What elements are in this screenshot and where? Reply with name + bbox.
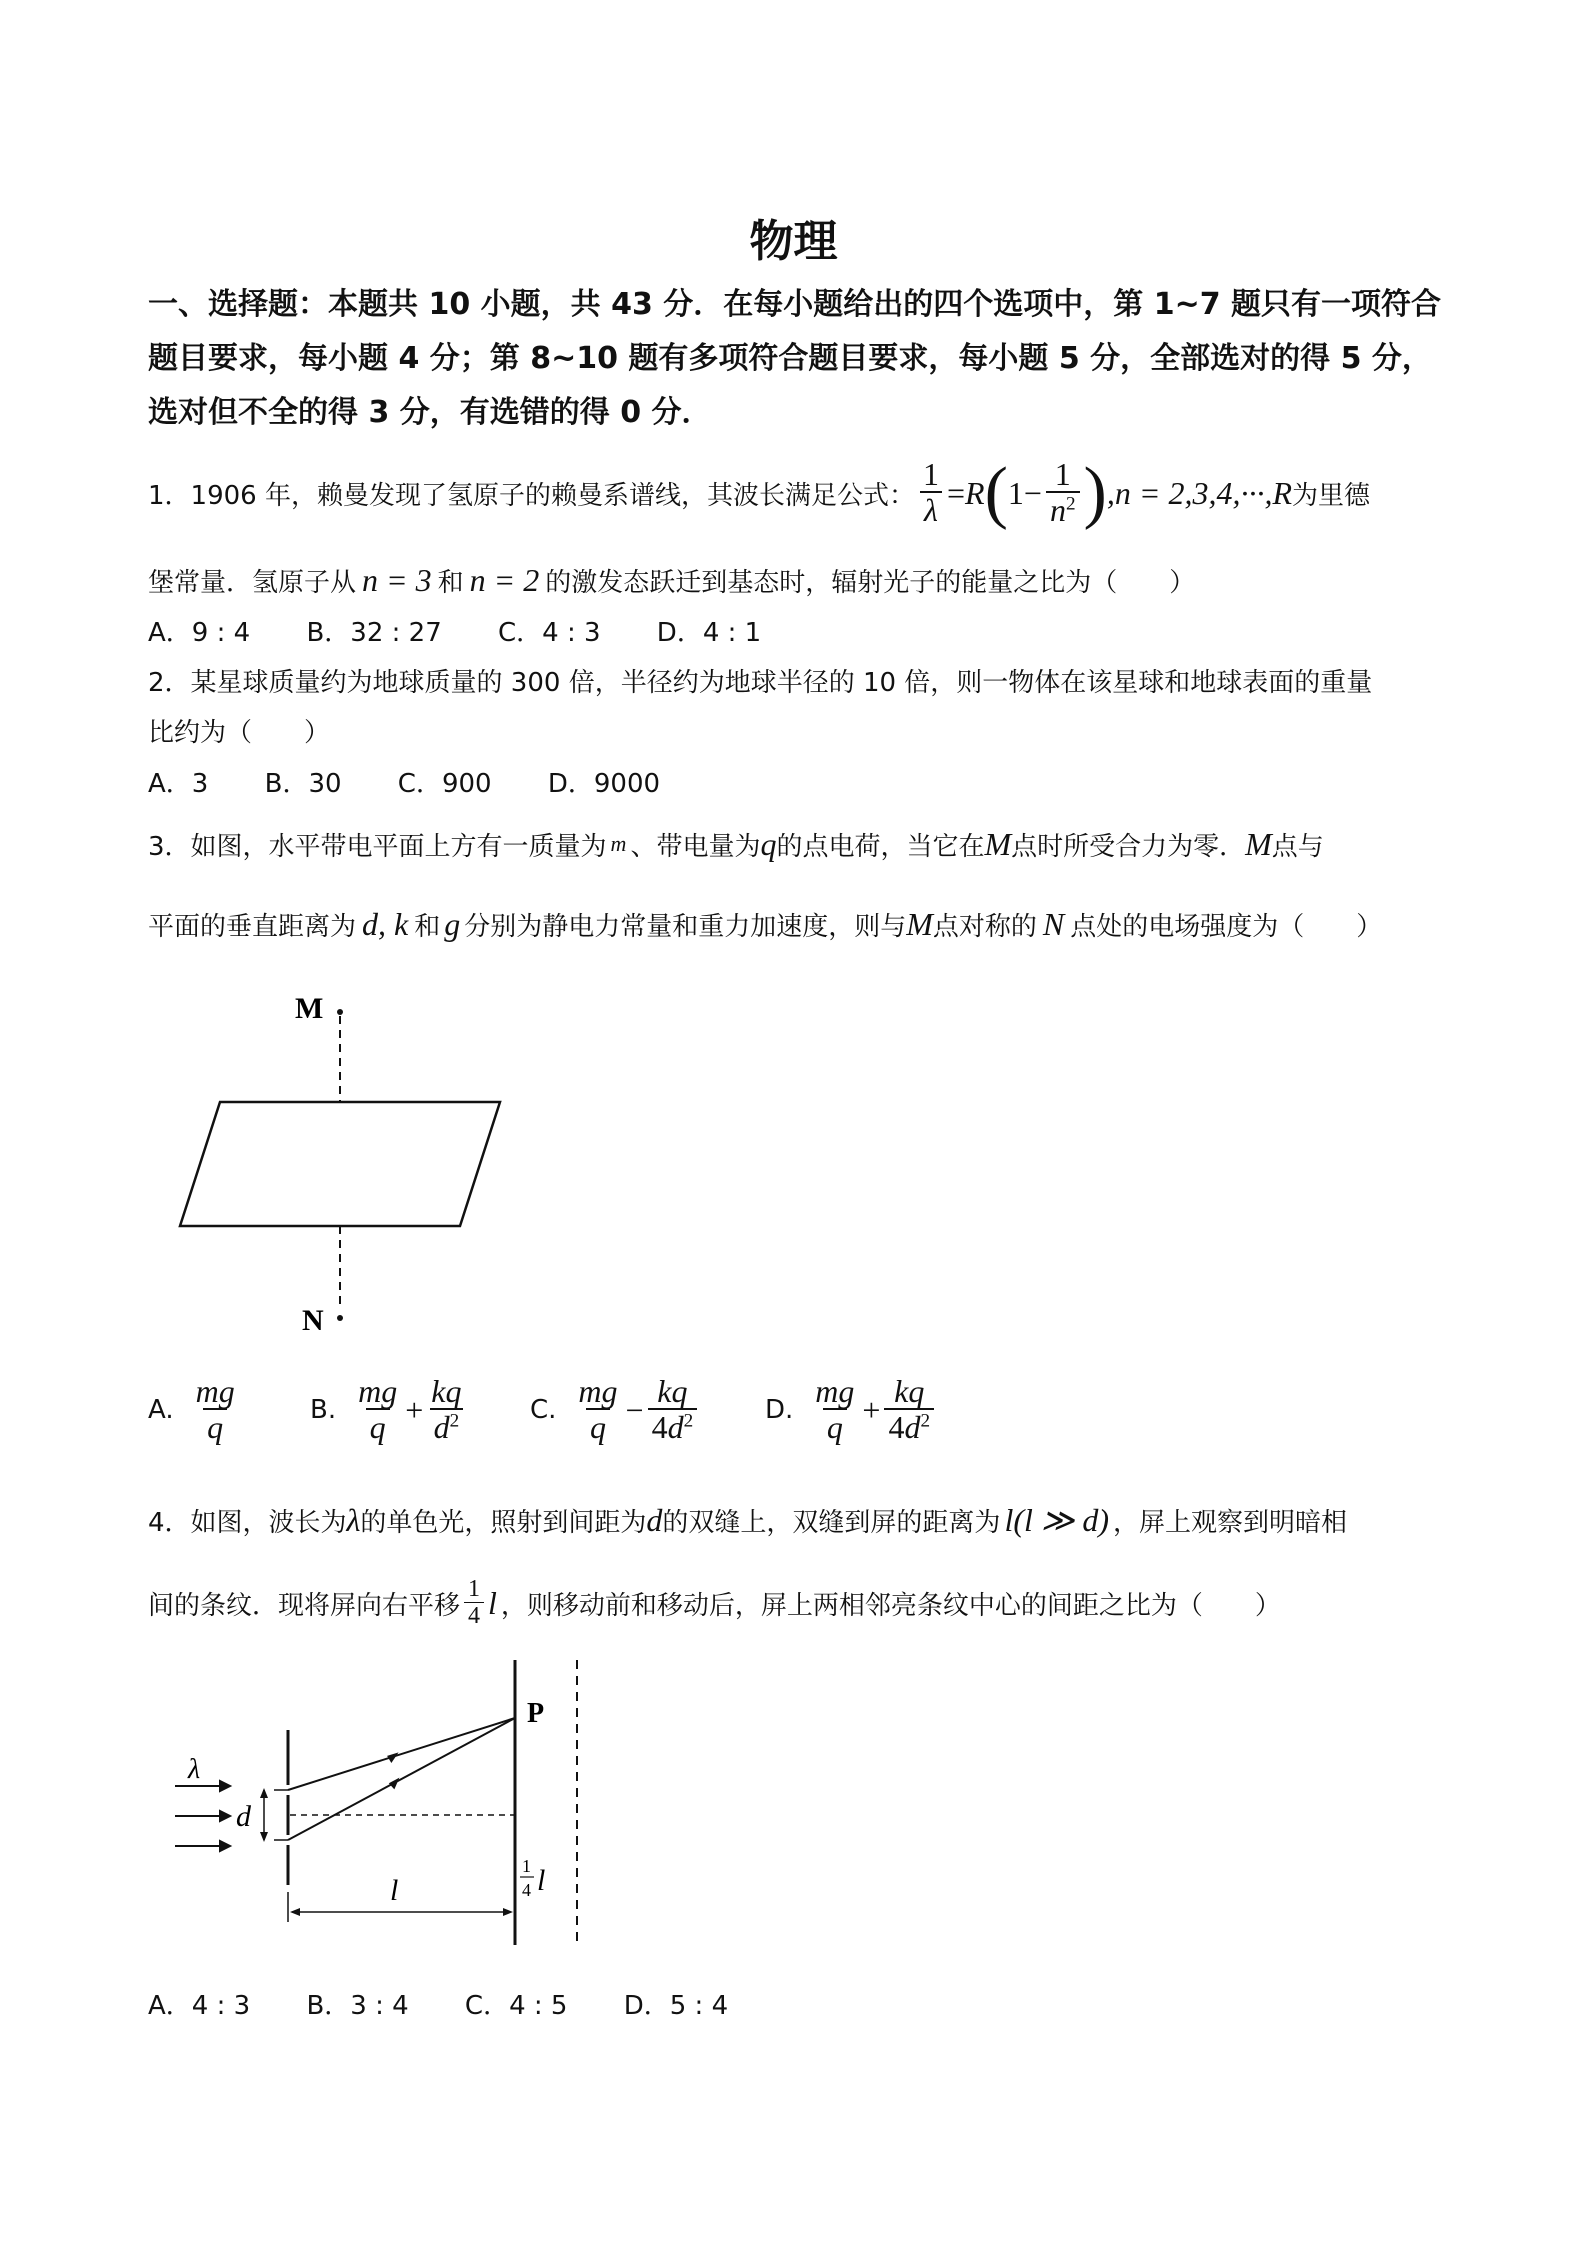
q2-option-a[interactable]: A．3 xyxy=(148,769,209,799)
svg-text:4: 4 xyxy=(522,1880,531,1900)
q1-options xyxy=(148,612,809,649)
label-l: l xyxy=(390,1874,399,1907)
q1-lead: 1．1906 年，赖曼发现了氢原子的赖曼系谱线，其波长满足公式： xyxy=(148,480,915,511)
q3-line2-c: 分别为静电力常量和重力加速度，则与 xyxy=(464,911,907,942)
q1-option-a[interactable]: A．9 : 4 xyxy=(148,618,251,648)
q3-line1-a: 3．如图，水平带电平面上方有一质量为 xyxy=(148,831,607,862)
q4-option-c[interactable]: C．4 : 5 xyxy=(464,1991,568,2021)
q2-line1: 2．某星球质量约为地球质量的 300 倍，半径约为地球半径的 10 倍，则一物体在该星球和地球表面的重量 xyxy=(148,668,1373,698)
q2-option-d[interactable]: D．9000 xyxy=(547,769,661,799)
q3-line1-c: 的点电荷，当它在 xyxy=(776,831,985,862)
q4-option-a[interactable]: A．4 : 3 xyxy=(148,1991,251,2021)
q4-line2-a: 间的条纹．现将屏向右平移 xyxy=(148,1590,461,1621)
q4-line2-b: ，则移动前和移动后，屏上两相邻亮条纹中心的间距之比为（ ） xyxy=(500,1590,1281,1621)
q1-tail-text: 为里德 xyxy=(1291,480,1370,511)
point-M xyxy=(337,1009,343,1015)
q4-options xyxy=(148,1985,776,2022)
label-P: P xyxy=(527,1698,545,1729)
q3-choice-a[interactable]: A. $\frac{mg}{q}$ xyxy=(148,1372,235,1446)
q2-line2: 比约为（ ） xyxy=(148,718,331,748)
q3-var-N: N xyxy=(1042,905,1065,942)
q3-choice-b[interactable]: B. $\frac{mg}{q}$ + $\frac{kq}{d^2}$ xyxy=(310,1372,462,1446)
page-title: 物理 xyxy=(749,216,838,267)
q3-var-M: M xyxy=(984,825,1012,862)
label-N: N xyxy=(302,1304,324,1337)
q3-var-M2: M xyxy=(1245,825,1272,862)
q1-line2-a: 堡常量．氢原子从 xyxy=(148,567,357,598)
q1-formula-term: $\frac{1}{n^2}$ xyxy=(1046,458,1080,529)
q1-line2-b: 的激发态跃迁到基态时，辐射光子的能量之比为（ ） xyxy=(545,567,1196,598)
svg-text:1: 1 xyxy=(522,1856,531,1876)
label-d: d xyxy=(236,1800,251,1833)
q3-choice-c[interactable]: C. $\frac{mg}{q}$ − $\frac{kq}{4d^2}$ xyxy=(530,1370,701,1450)
q4-var-lambda: λ xyxy=(346,1501,361,1538)
q1-formula-tail: ,n = 2,3,4,···,R xyxy=(1106,474,1292,511)
q4-line2: 间的条纹．现将屏向右平移 $\frac{1}{4}$ l ，则移动前和移动后，屏上两相邻亮条纹中心的间距之比为（ ） xyxy=(148,1575,1281,1629)
q4-shift-frac: $\frac{1}{4}$ xyxy=(464,1577,484,1630)
q2-option-b[interactable]: B．30 xyxy=(264,769,342,799)
q1-option-c[interactable]: C．4 : 3 xyxy=(498,618,601,648)
q2-options xyxy=(148,763,708,800)
q3-var-dk: d, k xyxy=(362,905,409,942)
q3-line1 xyxy=(148,822,1324,866)
q3-line2-b: 和 xyxy=(414,911,441,942)
q3-choice-d[interactable]: D. $\frac{mg}{q}$ + $\frac{kq}{4d^2}$ xyxy=(765,1370,938,1450)
q4-option-b[interactable]: B．3 : 4 xyxy=(306,1991,409,2021)
q3-line2 xyxy=(148,902,1382,946)
q1-and: 和 xyxy=(437,567,464,598)
q3-var-m: m xyxy=(610,831,627,856)
q3-line2-a: 平面的垂直距离为 xyxy=(148,911,357,942)
point-N xyxy=(337,1315,343,1321)
q4-double-slit-diagram xyxy=(170,1660,610,1950)
label-lambda: λ xyxy=(188,1754,201,1785)
svg-text:l: l xyxy=(537,1864,546,1897)
q4-line1-b: 的单色光，照射到间距为 xyxy=(360,1507,647,1538)
q4-line1 xyxy=(148,1498,1347,1542)
q1-option-b[interactable]: B．32 : 27 xyxy=(306,618,442,648)
label-M: M xyxy=(295,992,324,1025)
q2-option-c[interactable]: C．900 xyxy=(397,769,492,799)
q1-n3: n = 3 xyxy=(362,561,432,598)
q3-line1-b: 、带电量为 xyxy=(630,831,761,862)
q3-plane-diagram xyxy=(160,980,520,1340)
q4-var-d: d xyxy=(646,1501,663,1538)
q3-choice-b-label: B. xyxy=(310,1395,337,1425)
q3-line2-e: 点处的电场强度为（ ） xyxy=(1070,911,1383,942)
q1-formula-lhs: $\frac{1}{\lambda}$ xyxy=(919,458,943,529)
q3-line1-e: 点与 xyxy=(1271,831,1324,862)
q3-choice-c-label: C. xyxy=(530,1395,557,1425)
q3-choice-d-label: D. xyxy=(765,1395,794,1425)
q3-choice-a-label: A. xyxy=(148,1395,174,1425)
q1-n2: n = 2 xyxy=(469,561,540,598)
q3-var-q: q xyxy=(760,825,777,862)
q4-line1-a: 4．如图，波长为 xyxy=(148,1507,347,1538)
q4-var-lcond: l(l ≫ d) xyxy=(1004,1502,1110,1538)
section-instructions: 一、选择题：本题共 10 小题，共 43 分．在每小题给出的四个选项中，第 1~7 题只有一项符合题目要求，每小题 4 分；第 8~10 题有多项符合题目要求，每小题 5 分，全部选对的得 5 分，选对但不全的得 3 分，有选错的得 0 分． xyxy=(148,287,1442,430)
q3-var-M3: M xyxy=(906,905,933,942)
q1-option-d[interactable]: D．4 : 1 xyxy=(656,618,762,648)
q3-line2-d: 点对称的 xyxy=(932,911,1037,942)
charged-plane xyxy=(180,1102,500,1226)
q4-option-d[interactable]: D．5 : 4 xyxy=(623,1991,729,2021)
q3-line1-d: 点时所受合力为零． xyxy=(1011,831,1246,862)
q4-line1-c: 的双缝上，双缝到屏的距离为 xyxy=(662,1507,1001,1538)
q3-var-g: g xyxy=(444,905,461,942)
q4-line1-d: ，屏上观察到明暗相 xyxy=(1113,1507,1348,1538)
q1-line1: 1．1906 年，赖曼发现了氢原子的赖曼系谱线，其波长满足公式： $\frac{1}{\lambda}$ = R ( 1− $\frac{1}{n^2}$ ) ,n = 2,3,4,···,R 为里德 xyxy=(148,454,1370,531)
q1-line2 xyxy=(148,560,1195,600)
